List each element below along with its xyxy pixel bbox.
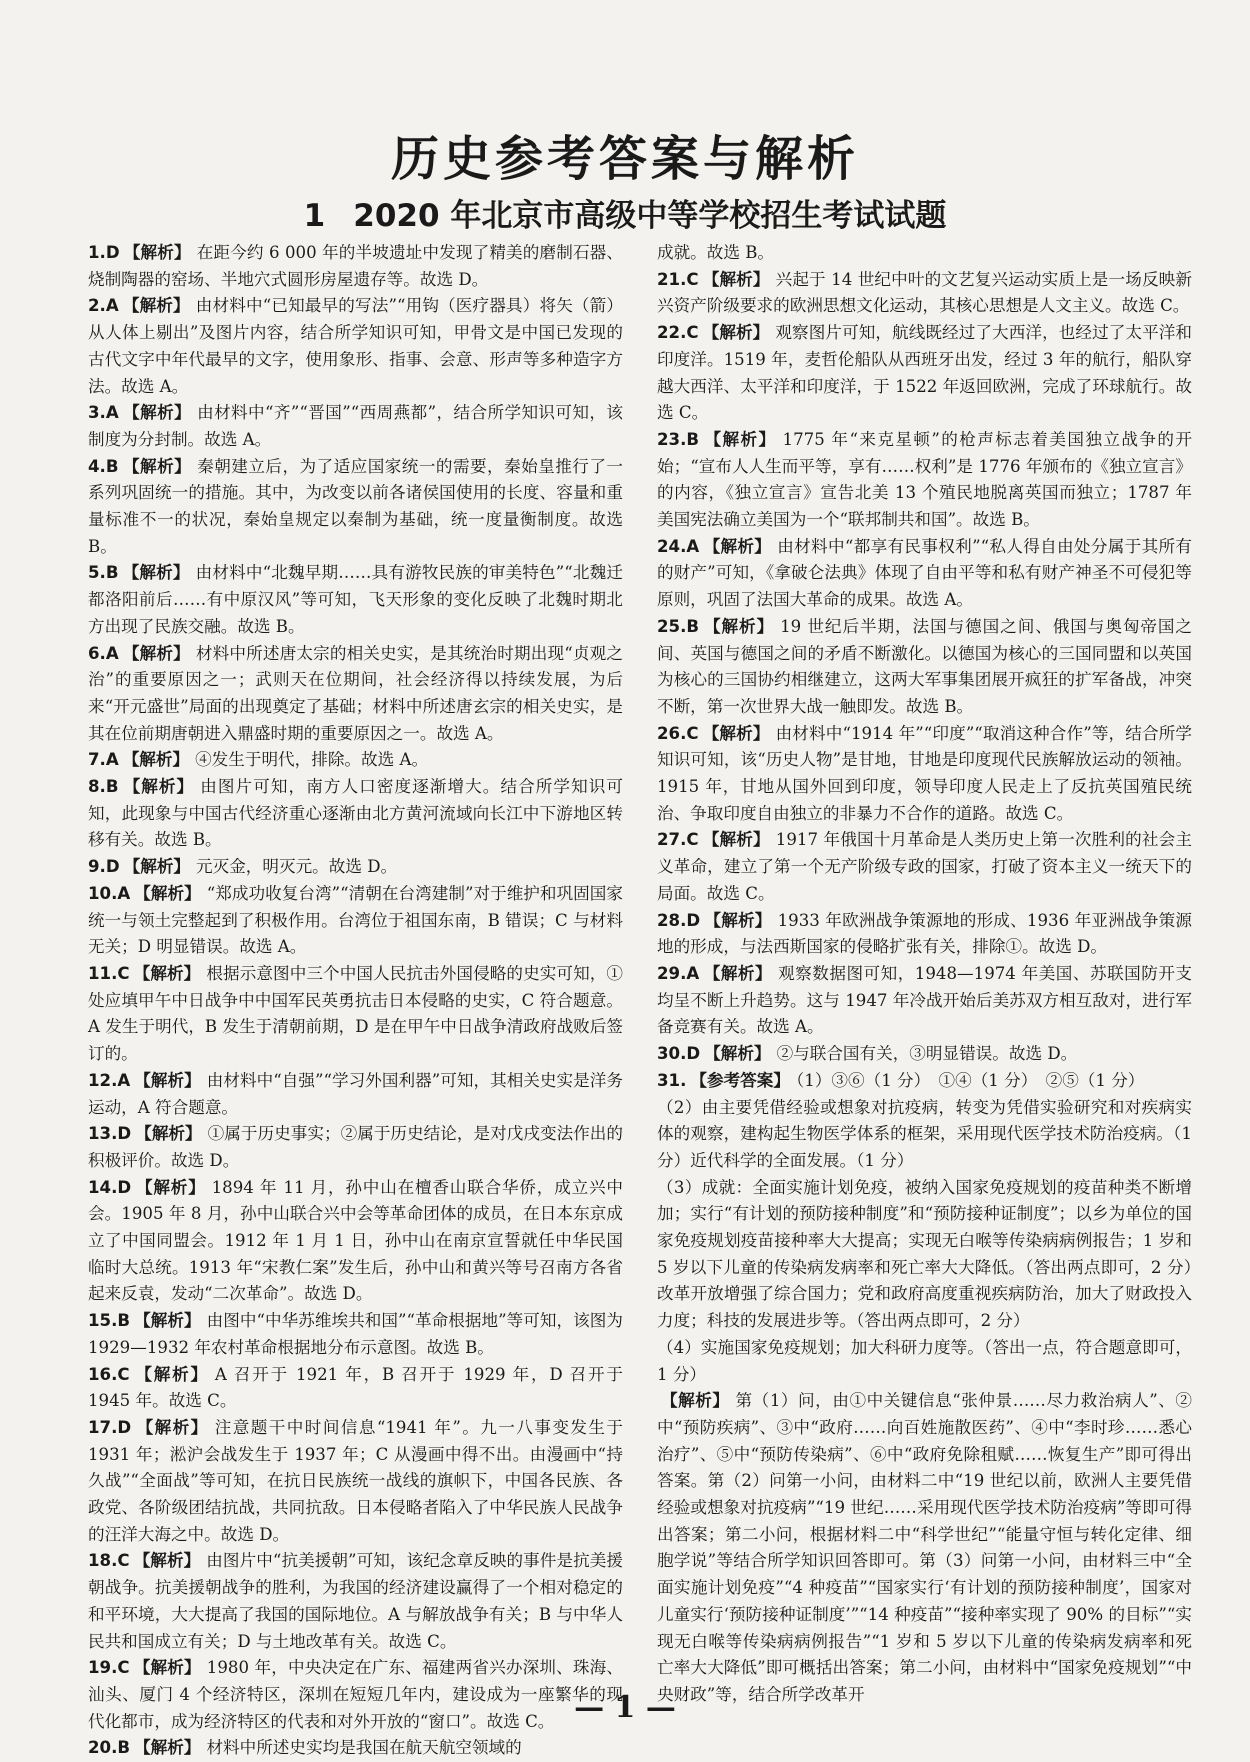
question-number: 28. <box>657 910 687 930</box>
analysis-tag: 【解析】 <box>122 563 190 583</box>
answer-item <box>657 1068 1192 1095</box>
answer-item <box>657 827 1192 907</box>
analysis-text: ①属于历史事实；②属于历史结论，是对戊戌变法作出的积极评价。故选 D。 <box>88 1124 624 1170</box>
analysis-tag: 【解析】 <box>661 1391 730 1411</box>
answer-item <box>88 560 623 640</box>
answer-letter: C <box>117 963 130 983</box>
answer-item <box>88 881 623 961</box>
analysis-text: （1）③⑥（1 分） ①④（1 分） ②⑤（1 分） <box>795 1070 1145 1090</box>
question-number: 9. <box>88 857 106 877</box>
analysis-text: 1894 年 11 月，孙中山在檀香山联合华侨，成立兴中会。1905 年 8 月，孙中山联合兴中会等革命团体的成员，在日本东京成立了中国同盟会。1912 年 1 月 1 日，孙中山在南京宣誓就任中华民国临时大总统。1913 年“宋教仁案”发生后，孙中山和黄兴等号召南方各省起来反袁，发动“二次革命”。故选 D。 <box>88 1177 624 1304</box>
answer-letter: B <box>117 1311 131 1331</box>
analysis-text: 第（1）问，由①中关键信息“张仲景……尽力救治病人”、②中“预防疾病”、③中“政府……向百姓施散医药”、④中“李时珍……悉心治疗”、⑤中“预防传染病”、⑥中“政府免除租赋……恢复生产”即可得出答案。第（2）问第一小问，由材料二中“19 世纪以前，欧洲人主要凭借经验或想象对抗疫病”“19 世纪……采用现代医学技术防治疫病”等即可得出答案；第二小问，根据材料二中“科学世纪”“能量守恒与转化定律、细胞学说”等结合所学知识回答即可。第（3）问第一小问，由材料三中“全面实施计划免疫”“4 种疫苗”“国家实行‘有计划的预防接种制度’，国家对儿童实行‘预防接种证制度’”“14 种疫苗”“接种率实现了 90% 的目标”“实现无白喉等传染病病例报告”“1 岁和 5 岁以下儿童的传染病发病率和死亡率大大降低”即可概括出答案；第二小问，由材料中“国家免疫规划”“中央财政”等，结合所学改革开 <box>657 1391 1192 1704</box>
analysis-text: 观察数据图可知，1948—1974 年美国、苏联国防开支均呈不断上升趋势。这与 1947 年冷战开始后美苏双方相互敌对，进行军备竞赛有关。故选 A。 <box>657 963 1193 1037</box>
answer-item <box>657 961 1192 1041</box>
answer-item <box>657 1041 1192 1068</box>
answer-item <box>88 1121 623 1174</box>
answer-item <box>88 1415 623 1549</box>
analysis-text: 由材料中“都享有民事权利”“私人得自由处分属于其所有的财产”可知，《拿破仑法典》体现了自由平等和私有财产神圣不可侵犯等原则，巩固了法国大革命的成果。故选 A。 <box>657 536 1193 610</box>
answer-letter: B <box>105 777 119 797</box>
page-title: 历史参考答案与解析 <box>390 131 859 187</box>
question-number: 21. <box>657 269 687 289</box>
analysis-text: 1933 年欧洲战争策源地的形成、1936 年亚洲战争策源地的形成，与法西斯国家的侵略扩张有关，排除①。故选 D。 <box>657 910 1192 957</box>
question-number: 14. <box>88 1177 118 1197</box>
right-items <box>657 267 1192 1095</box>
q31-analysis <box>657 1388 1192 1708</box>
answer-letter: B <box>105 456 119 476</box>
answer-item <box>657 614 1192 721</box>
question-number: 4. <box>88 456 106 476</box>
analysis-text: 由材料中“齐”“晋国”“西周燕都”，结合所学知识可知，该制度为分封制。故选 A。 <box>88 403 623 449</box>
answer-item <box>657 267 1192 320</box>
analysis-text: 由图片可知，南方人口密度逐渐增大。结合所学知识可知，此现象与中国古代经济重心逐渐由北方黄河流域向长江中下游地区转移有关。故选 B。 <box>88 777 624 850</box>
answer-letter: A <box>105 296 119 316</box>
q31-paragraphs <box>657 1095 1192 1389</box>
analysis-tag: 【解析】 <box>122 750 190 770</box>
analysis-tag: 【解析】 <box>135 1124 202 1144</box>
analysis-text: 材料中所述史实均是我国在航天航空领域的 <box>206 1738 522 1758</box>
analysis-text: 由材料中“已知最早的写法”“用钩（医疗器具）将矢（箭）从人体上剔出”及图片内容，结合所学知识可知，甲骨文是中国已发现的古代文字中年代最早的文字，使用象形、指事、会意、形声等多种造字方法。故选 A。 <box>88 296 623 396</box>
question-number: 31. <box>657 1070 687 1090</box>
question-number: 2. <box>88 296 106 316</box>
question-number: 10. <box>88 883 118 903</box>
answer-item <box>657 534 1192 614</box>
answer-letter: A <box>117 883 131 903</box>
analysis-text: 材料中所述唐太宗的相关史实，是其统治时期出现“贞观之治”的重要原因之一；武则天在位期间，社会经济得以持续发展，为后来“开元盛世”局面的出现奠定了基础；材料中所述唐玄宗的相关史实，是其在位前期唐朝进入鼎盛时期的重要原因之一。故选 A。 <box>88 643 623 743</box>
answer-item <box>657 908 1192 961</box>
answer-letter: A <box>686 536 700 556</box>
analysis-tag: 【解析】 <box>134 1311 201 1331</box>
answer-letter: A <box>105 643 119 663</box>
analysis-text: “郑成功收复台湾”“清朝在台湾建制”对于维护和巩固国家统一与领土完整起到了积极作用。台湾位于祖国东南，B 错误；C 与材料无关；D 明显错误。故选 A。 <box>88 883 624 957</box>
analysis-tag: 【解析】 <box>133 1658 201 1678</box>
q31-paragraph: （4）实施国家免疫规划；加大科研力度等。（答出一点，符合题意即可，1 分） <box>657 1337 1192 1384</box>
question-number: 23. <box>657 429 687 449</box>
analysis-text: ②与联合国有关，③明显错误。故选 D。 <box>776 1044 1078 1064</box>
section-heading: 2020 年北京市高级中等学校招生考试试题 <box>353 198 947 234</box>
analysis-tag: 【解析】 <box>703 963 773 983</box>
analysis-text: 元灭金，明灭元。故选 D。 <box>196 857 398 877</box>
answer-item <box>88 293 623 400</box>
analysis-tag: 【解析】 <box>704 1044 771 1064</box>
right-column <box>657 240 1193 1704</box>
question-number: 13. <box>88 1124 118 1144</box>
answer-letter: D <box>117 1177 132 1197</box>
analysis-tag: 【解析】 <box>702 269 770 289</box>
answer-letter: A <box>117 1070 131 1090</box>
analysis-tag: 【解析】 <box>702 830 770 850</box>
analysis-tag: 【解析】 <box>703 429 777 449</box>
answer-item <box>88 400 623 453</box>
answer-letter: C <box>117 1658 130 1678</box>
analysis-text: 由图片中“抗美援朝”可知，该纪念章反映的事件是抗美援朝战争。抗美援朝战争的胜利，为我国的经济建设赢得了一个相对稳定的和平环境，大大提高了我国的国际地位。A 与解放战争有关；B 与中华人民共和国成立有关；D 与土地改革有关。故选 C。 <box>88 1551 624 1651</box>
analysis-text: ④发生于明代，排除。故选 A。 <box>195 750 429 770</box>
analysis-text: 秦朝建立后，为了适应国家统一的需要，秦始皇推行了一系列巩固统一的措施。其中，为改变以前各诸侯国使用的长度、容量和重量标准不一的状况，秦始皇规定以秦制为基础，统一度量衡制度。故选 B。 <box>88 456 624 556</box>
analysis-tag: 【解析】 <box>134 883 201 903</box>
answer-item <box>88 1068 623 1121</box>
question-number: 7. <box>88 750 106 770</box>
analysis-text: 在距今约 6 000 年的半坡遗址中发现了精美的磨制石器、烧制陶器的窑场、半地穴式圆形房屋遗存等。故选 D。 <box>88 243 623 289</box>
question-number: 5. <box>88 563 106 583</box>
analysis-tag: 【解析】 <box>135 1417 209 1437</box>
analysis-tag: 【解析】 <box>702 723 770 743</box>
answer-letter: C <box>686 269 699 289</box>
analysis-text: 由材料中“自强”“学习外国利器”可知，其相关史实是洋务运动，A 符合题意。 <box>88 1070 624 1117</box>
analysis-text: 观察图片可知，航线既经过了大西洋，也经过了太平洋和印度洋。1519 年，麦哲伦船队从西班牙出发，经过 3 年的航行，船队穿越大西洋、太平洋和印度洋，于 1522 年返回欧洲，完成了环球航行。故选 C。 <box>657 323 1193 423</box>
question-number: 11. <box>88 963 118 983</box>
answer-letter: D <box>117 1417 132 1437</box>
continuation-text: 成就。故选 B。 <box>657 243 775 262</box>
answer-letter: C <box>686 323 699 343</box>
page-number: — 1 — <box>574 1690 676 1725</box>
answer-item <box>88 1175 623 1309</box>
analysis-tag: 【解析】 <box>122 403 192 423</box>
answer-item <box>657 427 1192 534</box>
analysis-text: 1917 年俄国十月革命是人类历史上第一次胜利的社会主义革命，建立了第一个无产阶级专政的国家，打破了资本主义一统天下的局面。故选 C。 <box>657 830 1192 903</box>
question-number: 29. <box>657 963 687 983</box>
analysis-tag: 【解析】 <box>134 1070 201 1090</box>
answer-letter: C <box>117 1364 130 1384</box>
section-subtitle <box>0 190 1250 235</box>
q31-paragraph: （2）由主要凭借经验或想象对抗疫病，转变为凭借实验研究和对疾病实体的观察，建构起生物医学体系的框架，采用现代医学技术防治疫病。（1 分）近代科学的全面发展。（1 分） <box>657 1097 1192 1170</box>
question-number: 1. <box>88 243 106 262</box>
answer-letter: C <box>686 830 699 850</box>
question-number: 22. <box>657 323 687 343</box>
answer-letter: A <box>686 963 700 983</box>
answer-letter: D <box>686 910 701 930</box>
question-number: 30. <box>657 1044 687 1064</box>
section-number: 1 <box>303 198 326 234</box>
analysis-text: 兴起于 14 世纪中叶的文艺复兴运动实质上是一场反映新兴资产阶级要求的欧洲思想文化运动，其核心思想是人文主义。故选 C。 <box>657 269 1192 316</box>
analysis-tag: 【解析】 <box>122 643 190 663</box>
question-number: 25. <box>657 616 687 636</box>
analysis-text: 19 世纪后半期，法国与德国之间、俄国与奥匈帝国之间、英国与德国之间的矛盾不断激化。以德国为核心的三国同盟和以英国为核心的三国协约相继建立，这两大军事集团展开疯狂的扩军备战，冲突不断，第一次世界大战一触即发。故选 B。 <box>657 616 1193 716</box>
answer-letter: D <box>117 1124 132 1144</box>
question-number: 27. <box>657 830 687 850</box>
question-number: 20. <box>88 1738 118 1758</box>
left-column <box>88 240 624 1758</box>
answer-item <box>88 454 623 561</box>
q31-paragraph: （3）成就：全面实施计划免疫，被纳入国家免疫规划的疫苗种类不断增加；实行“有计划的预防接种制度”和“预防接种证制度”；以乡为单位的国家免疫规划疫苗接种率大大提高；实现无白喉等传染病病例报告；1 岁和 5 岁以下儿童的传染病发病率和死亡率大大降低。（答出两点即可，2 分）改革开放增强了综合国力；党和政府高度重视疾病防治，加大了财政投入力度；科技的发展进步等。（答出两点即可，2 分） <box>657 1177 1192 1331</box>
question-number: 16. <box>88 1364 118 1384</box>
question-number: 26. <box>657 723 687 743</box>
answer-item <box>88 774 623 854</box>
answer-item <box>88 747 623 774</box>
answer-item <box>88 854 623 881</box>
analysis-text: 1775 年“来克星顿”的枪声标志着美国独立战争的开始；“宣布人人生而平等，享有……权利”是 1776 年颁布的《独立宣言》的内容，《独立宣言》宣告北美 13 个殖民地脱离英国而独立；1787 年美国宪法确立美国为一个“联邦制共和国”。故选 B。 <box>657 429 1192 530</box>
question-number: 15. <box>88 1311 118 1331</box>
question-number: 24. <box>657 536 687 556</box>
analysis-tag: 【解析】 <box>704 910 772 930</box>
answer-item <box>88 1735 623 1762</box>
answer-letter: B <box>105 563 119 583</box>
analysis-text: 1980 年，中央决定在广东、福建两省兴办深圳、珠海、汕头、厦门 4 个经济特区，深圳在短短几年内，建设成为一座繁华的现代化都市，成为经济特区的代表和对外开放的“窗口”。故选 C。 <box>88 1658 623 1731</box>
analysis-tag: 【解析】 <box>123 857 191 877</box>
question-number: 8. <box>88 777 106 797</box>
answer-item <box>657 320 1192 427</box>
analysis-tag: 【解析】 <box>122 296 190 316</box>
answer-letter: D <box>686 1044 701 1064</box>
answer-letter: B <box>686 616 700 636</box>
answer-item <box>88 240 623 293</box>
analysis-tag: 【解析】 <box>133 1364 209 1384</box>
analysis-tag: 【参考答案】 <box>690 1070 790 1090</box>
answer-letter: A <box>105 750 119 770</box>
analysis-tag: 【解析】 <box>703 536 772 556</box>
answer-item <box>88 641 623 748</box>
analysis-tag: 【解析】 <box>134 1738 201 1758</box>
answer-item <box>88 961 623 1068</box>
answer-letter: C <box>117 1551 130 1571</box>
analysis-tag: 【解析】 <box>122 456 192 476</box>
analysis-tag: 【解析】 <box>703 616 775 636</box>
answer-letter: B <box>686 429 700 449</box>
analysis-tag: 【解析】 <box>702 323 770 343</box>
answer-item <box>88 1308 623 1361</box>
analysis-tag: 【解析】 <box>123 243 191 262</box>
analysis-tag: 【解析】 <box>133 963 201 983</box>
analysis-text: A 召开于 1921 年，B 召开于 1929 年，D 召开于 1945 年。故选 C。 <box>88 1364 623 1411</box>
answer-letter: D <box>105 243 120 262</box>
question-number: 12. <box>88 1070 118 1090</box>
answer-item <box>657 721 1192 828</box>
analysis-text: 注意题干中时间信息“1941 年”。九一八事变发生于 1931 年；淞沪会战发生于 1937 年；C 从漫画中得不出。由漫画中“持久战”“全面战”等可知，在抗日民族统一战线的旗帜下，中国各民族、各政党、各阶级团结抗战，共同抗敌。日本侵略者陷入了中华民族人民战争的汪洋大海之中。故选 D。 <box>88 1417 623 1544</box>
question-number: 6. <box>88 643 106 663</box>
answer-letter: C <box>686 723 699 743</box>
answer-letter: B <box>117 1738 131 1758</box>
analysis-tag: 【解析】 <box>122 777 195 797</box>
question-number: 17. <box>88 1417 118 1437</box>
question-number: 3. <box>88 403 106 423</box>
question-number: 19. <box>88 1658 118 1678</box>
question-number: 18. <box>88 1551 118 1571</box>
answer-item <box>88 1548 623 1655</box>
answer-letter: A <box>105 403 119 423</box>
answer-letter: D <box>105 857 120 877</box>
analysis-text: 根据示意图中三个中国人民抗击外国侵略的史实可知，①处应填甲午中日战争中中国军民英勇抗击日本侵略的史实，C 符合题意。A 发生于明代，B 发生于清朝前期，D 是在甲午中日战争清政府战败后签订的。 <box>88 963 624 1064</box>
analysis-text: 由材料中“1914 年”“印度”“取消这种合作”等，结合所学知识可知，该“历史人物”是甘地，甘地是印度现代民族解放运动的领袖。1915 年，甘地从国外回到印度，领导印度人民走上了反抗英国殖民统治、争取印度自由独立的非暴力不合作的道路。故选 C。 <box>657 723 1193 823</box>
analysis-tag: 【解析】 <box>133 1551 201 1571</box>
analysis-text: 由材料中“北魏早期……具有游牧民族的审美特色”“北魏迁都洛阳前后……有中原汉风”等可知，飞天形象的变化反映了北魏时期北方出现了民族交融。故选 B。 <box>88 563 624 636</box>
analysis-text: 由图中“中华苏维埃共和国”“革命根据地”等可知，该图为 1929—1932 年农村革命根据地分布示意图。故选 B。 <box>88 1311 624 1357</box>
answer-item <box>88 1362 623 1415</box>
analysis-tag: 【解析】 <box>135 1177 206 1197</box>
